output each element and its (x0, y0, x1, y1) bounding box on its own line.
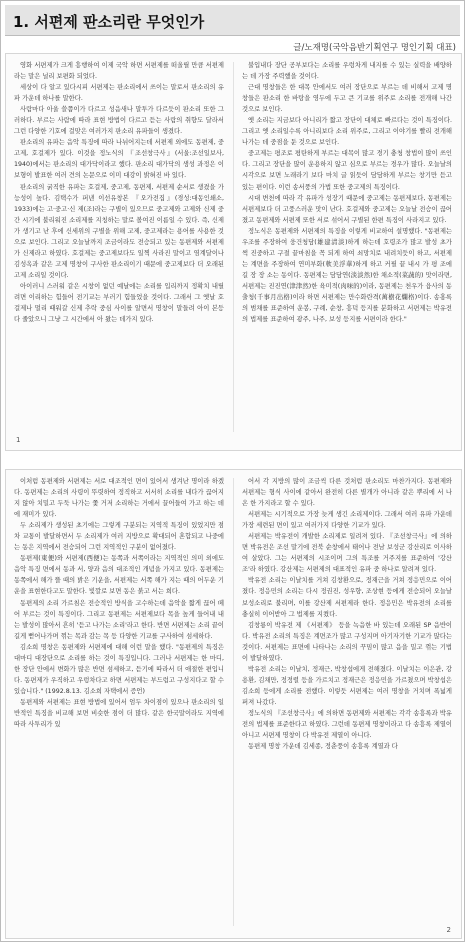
paragraph: 정노식의 『조선창극사』에 의하면 동편제와 서편제는 각각 송흥록과 박유전의 법제를 표준한다고 하였다. 그런데 동편제 명창이라고 다 송흥록 제열이 아니고 서편제 명창이 다 박유전 제열이 아니다. (242, 709, 452, 740)
paragraph: 시대 변천에 따라 각 유파가 성장기 때문에 중고제는 동편제보다, 동편제는 서편제보다 더 고풍스러운 맛이 난다. 호걸제와 중고제는 오늘날 전승이 끊어졌고 동편제와 서편제 또한 서로 섞어서 구별된 한편 특징이 사라지고 있다. (242, 194, 452, 224)
page-title: 1. 서편제 판소리란 무엇인가 (13, 13, 205, 31)
paragraph: 불입내다 장단 공부보다는 소리를 우렁차게 내지를 수 있는 실력을 배양하는 데 가장 주력했을 것이다. (242, 62, 452, 81)
paragraph: 중고제는 평조로 평탄하게 부르는 대목이 많고 경기 충청 창법이 많이 쓰인다. 그리고 장단을 많이 운용하지 않고 심으로 부르는 경우가 많다. 오늘날의 시각으로 보면 노래라기 보다 마치 글 읽듯이 담담하게 부르는 창기만 듣고 있는 편이다. 이런 송서풍의 가법 또한 중고제의 특징이다. (242, 150, 452, 191)
paragraph: 동편제와 서편제는 표현 방법에 있어서 엄두 차이점이 있으나 판소리의 일반적인 특징을 비교해 보면 비슷한 점이 더 많다. 같은 한국말이라도 지역에 따라 사투리가 있 (14, 698, 224, 729)
paragraph: 정노식은 동편제와 서편제의 특징을 이렇게 비교하여 설명했다. "동편제는 우조를 주장하여 웅건청담(雄建淸淡)하게 하는데 호령조가 많고 발성 초가 썩 진중하고 구절 끝마침을 꼭 되게 하여 쇠망치로 내려치듯이 하고, 서편제는 계면을 주장하여 연미부화(軟美浮華)하게 하고 커필 끝 내시 가 평 조에 길 장 장 소는 동이다. 동편제는 담담연(淡淡然)한 채소적(菜蔬的) 맛이라면, 서편제는 진진연(津津然)한 육미적(肉味的)이라, 동편제는 천우가 융사의 동출청(千事月出格)이라 하면 서편제는 만수화란격(萬樹花爛格)이다. 송홍록의 범채를 표준하여 운봉, 구례, 순창, 흥덕 등지를 분화하고 서편제는 박유전의 법제를 표준하여 광주, 나주, 보성 등지를 서편이라 한다." (242, 227, 452, 324)
paragraph: 세상이 다 알고 있다시피 서편제는 판소리에서 쓰이는 말로서 판소리의 유파 가운데 하나를 말한다. (14, 84, 224, 103)
paragraph: 근대 명창들은 한 대목 안에서도 여러 장단으로 부르는 데 비해서 고제 명창들은 판소리 한 바탕을 영두에 두고 큰 기교를 위주로 소리를 전개해 나간 것으로 보인다. (242, 84, 452, 114)
paragraph: 판소리의 유파는 음악 특징에 따라 나뉘어지는데 서편제 외에도 동편제, 중고제, 호걸제가 있다. 이것을 정노식의 『조선창극사』(서울:조선일보사, 1940)에서는 판소리의 대가닥이라고 했다. 판소리 대가닥의 생성 과정은 이보형이 발표한 여러 견의 논문으로 이미 대강이 밝혀진 바 있다. (14, 139, 224, 180)
paragraph: 아이러니 스러워 같은 시창이 없던 예날에는 소리를 입리까지 정확치 내릴려면 이리하는 힘들어 전기교는 부러기 힘들었을 것이다. 그래서 그 옛날 호걸제나 멀리 때워갈 신제 추락 중심 사이를 알면서 명창이 말들려 아이 본등 다 줄았으니 그냥 그 시간에서 아 왔는 데가지 있다. (14, 282, 224, 324)
paragraph: 박유전 소리는 이날치, 정재근, 박창섭에게 전해졌다. 이날치는 이은관, 강용환, 김채만, 정정렬 등을 가르치고 정재근은 정응민을 가르쳤으며 박창섭은 김소희 등에게 소리를 전했다. 이렇듯 서편제는 여러 명창을 거치며 폭넓게 퍼져 나갔다. (242, 665, 452, 706)
paragraph: 두 소리제가 생성된 초기에는 그렇게 구분되는 지역적 특징이 있었지만 점차 교통이 발달하면서 두 소리제가 여러 지방으로 확대되어 혼합되고 나중에는 동은 지역에서 전승되어 그런 지역적인 구분이 없어졌다. (14, 522, 224, 552)
paragraph: 판소리의 굵직한 유파는 호걸제, 중고제, 동편제, 서편제 순서로 생겼을 가능성이 높다. 김택수가 퍼낸 이선유창본 『오가전집』(경성:대동인쇄소, 1933)에는 고·중고·신 제(조)라는 구별이 있으므로 중고제와 고제와 신제 중간 시기에 불리워진 소리제를 지칭하는 말로 볼여진 이름일 수 있다. 즉, 신제가 생기고 난 후에 신세위의 구별을 위해 고제, 중고제라는 용어를 사용한 것으로 보인다. 그리고 오늘날까지 조금이라도 전승되고 있는 동편제와 서편제가 신제라고 하였다. 호걸제는 중고제보다도 일찍 사라진 말이고 염계달이나 김성옥과 같은 고제 명창이 구사한 판소리이기 때문에 중고제보다 더 오래된 고제 소리일 것이다. (14, 183, 224, 279)
paragraph: 박유전 소리는 이날치를 거쳐 김창환으로, 정재근을 거쳐 정응민으로 이어졌다. 정응민의 소리는 다시 정권진, 성우향, 조상현 등에게 전승되어 오늘날 보성소리로 불리며, 이를 강산제 서편제라 한다. 정응민은 박유전의 소리를 충실히 이어받아 그 법제를 지켰다. (242, 577, 452, 618)
page-one-left-column (14, 60, 224, 432)
column-divider (233, 478, 234, 926)
title-bar (5, 5, 460, 36)
page-two-sheet (5, 469, 462, 939)
paragraph: 이처럼 동편제와 서편제는 서로 대조적인 면이 있어서 생겨난 명이라 하겠다. 동편제는 소리의 사령이 뚜렷하여 정직하고 서서히 소리를 내다가 끊어지지 않아 치밀고 두둑 나가는 쫓 거저 소리하는 거에서 끌어들여 가고 하는 데에 재미가 있다. (14, 478, 224, 519)
paragraph: 서편제는 시기적으로 가장 늦게 생긴 소리제이다. 그래서 여러 유파 가운데 가장 세련된 면이 있고 여러가지 다양한 기교가 있다. (242, 511, 452, 530)
paragraph: 김창룡이 박유전 제 《서편제》 등을 녹음한 바 있는데 오래된 SP 음반이다. 박유전 소리의 특징은 계면조가 많고 구성지며 아기자기한 기교가 많다는 것이다. 서편제는 표면에 나타나는 소리의 꾸밈이 많고 음을 밀고 꺾는 기법이 발달하였다. (242, 621, 452, 662)
paragraph: 어서 각 지방의 많이 조금씩 다른 것처럼 판소리도 마찬가지다. 동편제와 서편제는 형식 사이에 같아서 완전히 다른 별개가 아니라 같은 뿌리에 서 나온 한 가지라고 할 수 있다. (242, 478, 452, 508)
page-number: 1 (16, 436, 21, 444)
page-one-sheet (5, 53, 462, 451)
paragraph: 동편제의 소리 가르침은 전승적인 방식을 고수하는데 음악을 짧게 끊어 떼어 부르는 것이 특징이다. 그리고 동편제는 서편제보다 목을 높게 들어내 내는 발성이 많아서 흔히 '듣고 나가는 소리'라고 한다. 반면 서편제는 소리 끝이 길게 뻗어나가며 꺾는 목과 감는 목 등 다양한 기교를 구사하여 섬세하다. (14, 599, 224, 640)
paragraph: 영화 서편제가 크게 흥행하여 이제 국악 하면 서편제를 떠올릴 만큼 서편제라는 말은 널리 보편화 되었다. (14, 62, 224, 81)
paragraph: 김소희 명창은 동편제와 서편제에 대해 이런 말을 했다. "동편제의 특징은 대마디 대장단으로 소리를 하는 것이 특징입니다. 그러나 서편제는 한 마디, 한 장단 안에서 변화가 많은 반면 섬세하고, 듣기에 따라서 더 애절한 편입니다. 동편제가 우직하고 우렁차다고 하면 서편제는 부드럽고 구성지다고 할 수 있습니다." (1992.8.13. 김소희 자택에서 증언) (14, 643, 224, 695)
page-one-right-column (242, 60, 452, 432)
page-two-right-column (242, 476, 452, 926)
paragraph: 서편제는 박유전이 개발한 소리제로 일려져 있다. 『조선창극사』에 의하면 박유전은 조선 말기에 전북 순창에서 태어나 전남 보성군 강산리로 이사하여 살았다. 그는 서편제의 시조이며 그의 특조를 거주지를 표준하여 '강산조'라 하였다. 강산제는 서편제의 대표적인 유파 중 하나로 알려져 있다. (242, 533, 452, 574)
page-number: 2 (446, 926, 451, 934)
page-two-left-column (14, 476, 224, 926)
author-credit: 글/노재명(국악음반기획연구 명인기획 대표) (293, 43, 456, 53)
paragraph: 옛 소리는 지금보다 아니리가 짧고 장단이 대체로 빠르다는 것이 특징이다. 그리고 옛 소리일수록 아니리보다 소리 위주로, 그리고 이야기를 빨리 전개해 나가는 데 중점을 둔 것으로 보인다. (242, 117, 452, 147)
column-divider (233, 62, 234, 432)
paragraph: 사람마다 아울 쓸쯤이가 다르고 성음새나 말투가 다르듯이 판소리 또한 그러하다. 부르는 사람에 따라 표현 방법이 다르고 듣는 사람의 취향도 달라서 그런 다양한 기호에 걸맞은 여러가지 판소리 유파들이 생겼다. (14, 106, 224, 136)
paragraph: 동편제 명창 가운데 김세종, 정춘풍이 송흥록 계열과 다 (248, 743, 398, 751)
paragraph: 동편제(東便)와 서편제(西便)는 동쪽과 서쪽이라는 지역적인 의미 외에도 음악 특징 면에서 동과 서, 양과 음의 대조적인 개념을 가지고 있다. 동편제는 동쪽에서 해가 뜰 때의 밝은 기운을, 서편제는 서쪽 해가 지는 때의 어두운 기운을 표현한다고도 말한다. 빛깔로 보면 동은 붉고 서는 희다. (14, 555, 224, 596)
